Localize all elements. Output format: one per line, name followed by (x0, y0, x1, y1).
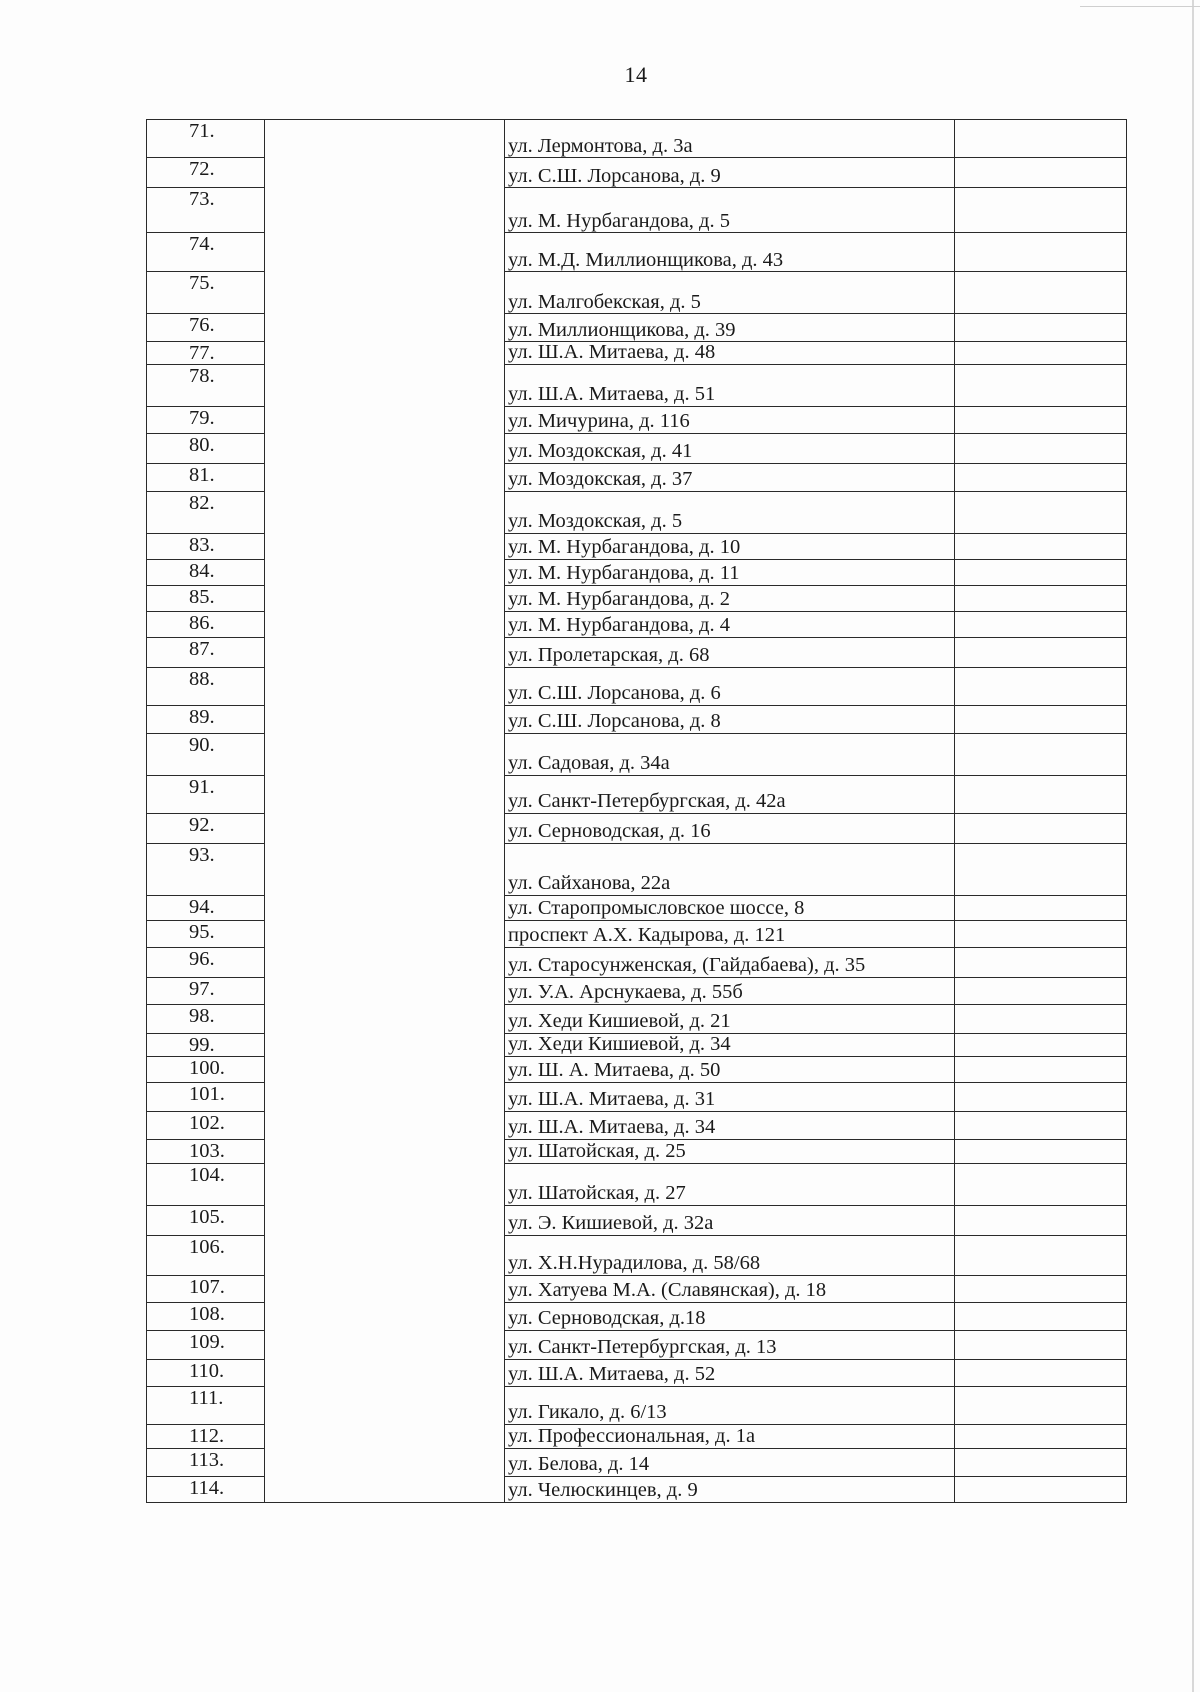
address-cell: ул. Хеди Кишиевой, д. 34 (505, 1033, 955, 1056)
address-cell: ул. Пролетарская, д. 68 (505, 637, 955, 667)
row-number: 110. (147, 1359, 265, 1386)
empty-merged-cell (265, 120, 505, 1503)
empty-cell (955, 364, 1127, 406)
row-number: 97. (147, 977, 265, 1004)
row-number: 108. (147, 1302, 265, 1330)
row-number: 94. (147, 895, 265, 920)
row-number: 102. (147, 1111, 265, 1139)
row-number: 98. (147, 1004, 265, 1033)
address-cell: ул. Моздокская, д. 5 (505, 491, 955, 533)
empty-cell (955, 1275, 1127, 1302)
empty-cell (955, 667, 1127, 705)
address-cell: проспект А.Х. Кадырова, д. 121 (505, 920, 955, 947)
empty-cell (955, 705, 1127, 733)
address-cell: ул. Сайханова, 22а (505, 843, 955, 895)
row-number: 104. (147, 1163, 265, 1205)
empty-cell (955, 1004, 1127, 1033)
row-number: 80. (147, 433, 265, 463)
row-number: 74. (147, 233, 265, 272)
address-cell: ул. М. Нурбагандова, д. 10 (505, 533, 955, 559)
empty-cell (955, 920, 1127, 947)
address-cell: ул. Мичурина, д. 116 (505, 406, 955, 433)
row-number: 79. (147, 406, 265, 433)
address-cell: ул. Миллионщикова, д. 39 (505, 314, 955, 342)
row-number: 73. (147, 188, 265, 233)
address-cell: ул. Ш.А. Митаева, д. 52 (505, 1359, 955, 1386)
address-cell: ул. Челюскинцев, д. 9 (505, 1476, 955, 1502)
empty-cell (955, 272, 1127, 314)
row-number: 82. (147, 491, 265, 533)
empty-cell (955, 1302, 1127, 1330)
address-cell: ул. Малгобекская, д. 5 (505, 272, 955, 314)
row-number: 92. (147, 813, 265, 843)
address-cell: ул. Х.Н.Нурадилова, д. 58/68 (505, 1235, 955, 1275)
empty-cell (955, 1424, 1127, 1448)
address-cell: ул. Шатойская, д. 25 (505, 1139, 955, 1163)
row-number: 101. (147, 1082, 265, 1111)
address-cell: ул. Хатуева М.А. (Славянская), д. 18 (505, 1275, 955, 1302)
row-number: 86. (147, 611, 265, 637)
address-cell: ул. Моздокская, д. 37 (505, 463, 955, 491)
address-cell: ул. М. Нурбагандова, д. 5 (505, 188, 955, 233)
address-cell: ул. С.Ш. Лорсанова, д. 6 (505, 667, 955, 705)
address-cell: ул. М. Нурбагандова, д. 11 (505, 559, 955, 585)
empty-cell (955, 158, 1127, 188)
row-number: 84. (147, 559, 265, 585)
address-cell: ул. Санкт-Петербургская, д. 13 (505, 1330, 955, 1359)
empty-cell (955, 559, 1127, 585)
empty-cell (955, 1359, 1127, 1386)
empty-cell (955, 733, 1127, 775)
row-number: 113. (147, 1448, 265, 1476)
empty-cell (955, 947, 1127, 977)
address-cell: ул. Садовая, д. 34а (505, 733, 955, 775)
empty-cell (955, 433, 1127, 463)
empty-cell (955, 1139, 1127, 1163)
row-number: 71. (147, 120, 265, 158)
empty-cell (955, 585, 1127, 611)
empty-cell (955, 1386, 1127, 1424)
address-cell: ул. Старопромысловское шоссе, 8 (505, 895, 955, 920)
page-edge (1192, 0, 1194, 1692)
row-number: 95. (147, 920, 265, 947)
empty-cell (955, 342, 1127, 365)
empty-cell (955, 1163, 1127, 1205)
row-number: 76. (147, 314, 265, 342)
address-cell: ул. Моздокская, д. 41 (505, 433, 955, 463)
page-edge-top (1080, 6, 1200, 7)
empty-cell (955, 1235, 1127, 1275)
address-cell: ул. Шатойская, д. 27 (505, 1163, 955, 1205)
row-number: 89. (147, 705, 265, 733)
empty-cell (955, 1330, 1127, 1359)
empty-cell (955, 1476, 1127, 1502)
page-number: 14 (624, 62, 648, 87)
address-cell: ул. М. Нурбагандова, д. 2 (505, 585, 955, 611)
address-cell: ул. Ш.А. Митаева, д. 48 (505, 342, 955, 365)
row-number: 78. (147, 364, 265, 406)
address-cell: ул. Серноводская, д.18 (505, 1302, 955, 1330)
address-cell: ул. Белова, д. 14 (505, 1448, 955, 1476)
row-number: 106. (147, 1235, 265, 1275)
row-number: 100. (147, 1056, 265, 1082)
address-cell: ул. Ш.А. Митаева, д. 34 (505, 1111, 955, 1139)
address-cell: ул. Ш.А. Митаева, д. 51 (505, 364, 955, 406)
row-number: 85. (147, 585, 265, 611)
address-cell: ул. Хеди Кишиевой, д. 21 (505, 1004, 955, 1033)
address-cell: ул. Санкт-Петербургская, д. 42а (505, 775, 955, 813)
row-number: 96. (147, 947, 265, 977)
empty-cell (955, 775, 1127, 813)
row-number: 81. (147, 463, 265, 491)
empty-cell (955, 533, 1127, 559)
empty-cell (955, 120, 1127, 158)
empty-cell (955, 895, 1127, 920)
address-cell: ул. Э. Кишиевой, д. 32а (505, 1205, 955, 1235)
empty-cell (955, 314, 1127, 342)
empty-cell (955, 1033, 1127, 1056)
row-number: 90. (147, 733, 265, 775)
row-number: 112. (147, 1424, 265, 1448)
table-row (147, 120, 1127, 158)
row-number: 93. (147, 843, 265, 895)
row-number: 103. (147, 1139, 265, 1163)
address-cell: ул. Гикало, д. 6/13 (505, 1386, 955, 1424)
row-number: 75. (147, 272, 265, 314)
address-cell: ул. Ш.А. Митаева, д. 31 (505, 1082, 955, 1111)
empty-cell (955, 1056, 1127, 1082)
row-number: 105. (147, 1205, 265, 1235)
empty-cell (955, 813, 1127, 843)
row-number: 91. (147, 775, 265, 813)
empty-cell (955, 637, 1127, 667)
address-table-body (147, 120, 1127, 1503)
address-cell: ул. Ш. А. Митаева, д. 50 (505, 1056, 955, 1082)
empty-cell (955, 406, 1127, 433)
empty-cell (955, 1448, 1127, 1476)
empty-cell (955, 977, 1127, 1004)
address-cell: ул. С.Ш. Лорсанова, д. 9 (505, 158, 955, 188)
empty-cell (955, 1082, 1127, 1111)
address-cell: ул. М. Нурбагандова, д. 4 (505, 611, 955, 637)
row-number: 99. (147, 1033, 265, 1056)
row-number: 111. (147, 1386, 265, 1424)
empty-cell (955, 611, 1127, 637)
empty-cell (955, 491, 1127, 533)
address-cell: ул. Серноводская, д. 16 (505, 813, 955, 843)
row-number: 109. (147, 1330, 265, 1359)
empty-cell (955, 233, 1127, 272)
address-cell: ул. Лермонтова, д. 3а (505, 120, 955, 158)
row-number: 83. (147, 533, 265, 559)
address-cell: ул. Старосунженская, (Гайдабаева), д. 35 (505, 947, 955, 977)
row-number: 77. (147, 342, 265, 365)
row-number: 87. (147, 637, 265, 667)
address-cell: ул. У.А. Арснукаева, д. 55б (505, 977, 955, 1004)
row-number: 114. (147, 1476, 265, 1502)
address-table (146, 119, 1127, 1503)
row-number: 72. (147, 158, 265, 188)
address-cell: ул. С.Ш. Лорсанова, д. 8 (505, 705, 955, 733)
address-cell: ул. М.Д. Миллионщикова, д. 43 (505, 233, 955, 272)
row-number: 88. (147, 667, 265, 705)
address-cell: ул. Профессиональная, д. 1а (505, 1424, 955, 1448)
empty-cell (955, 843, 1127, 895)
empty-cell (955, 463, 1127, 491)
empty-cell (955, 1111, 1127, 1139)
empty-cell (955, 1205, 1127, 1235)
row-number: 107. (147, 1275, 265, 1302)
empty-cell (955, 188, 1127, 233)
